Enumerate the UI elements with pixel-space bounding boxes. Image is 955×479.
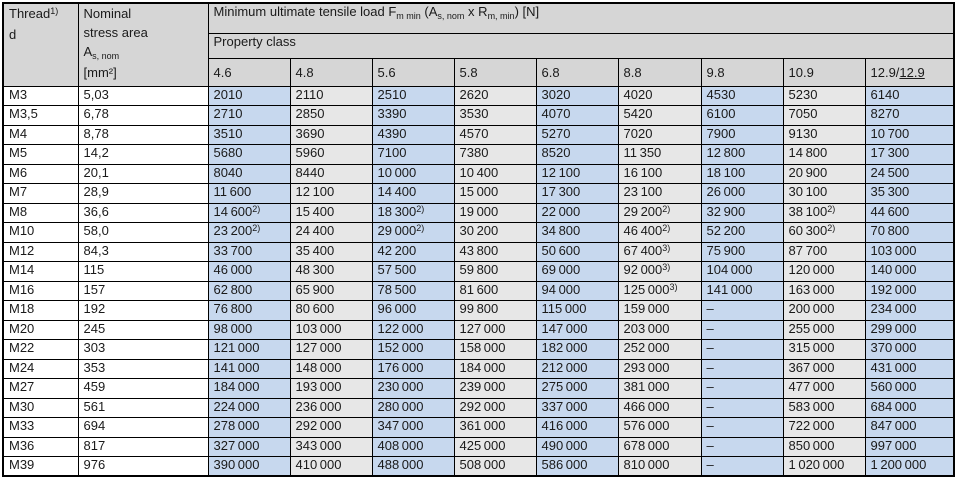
load-cell: 583 000: [783, 398, 865, 418]
thread-cell: M24: [3, 359, 78, 379]
load-cell: 182 000: [536, 340, 618, 360]
load-cell: 576 000: [618, 418, 701, 438]
load-cell: 120 000: [783, 262, 865, 282]
table-row: [3, 340, 954, 360]
load-cell: 60 300$^{2)}$: [783, 223, 865, 243]
load-cell: 57 500: [372, 262, 454, 282]
load-cell: 103 000: [290, 320, 372, 340]
class-header-12.9-: 12.9/12.9: [865, 58, 954, 86]
table-row: [3, 86, 954, 106]
load-cell: 104 000: [701, 262, 783, 282]
load-cell: 7380: [454, 145, 536, 165]
thread-cell: M3: [3, 86, 78, 106]
load-cell: 44 600: [865, 203, 954, 223]
load-cell: 684 000: [865, 398, 954, 418]
area-cell: 84,3: [78, 242, 208, 262]
load-cell: 203 000: [618, 320, 701, 340]
load-cell: 193 000: [290, 379, 372, 399]
load-cell: 19 000: [454, 203, 536, 223]
load-cell: –: [701, 398, 783, 418]
load-cell: 410 000: [290, 457, 372, 477]
area-cell: 459: [78, 379, 208, 399]
class-header-5.6: 5.6: [372, 58, 454, 86]
area-cell: 157: [78, 281, 208, 301]
class-header-10.9: 10.9: [783, 58, 865, 86]
load-cell: 10 700: [865, 125, 954, 145]
footnote-marker: 2): [252, 203, 261, 214]
load-cell: 230 000: [372, 379, 454, 399]
thread-cell: M33: [3, 418, 78, 438]
load-cell: 9130: [783, 125, 865, 145]
load-cell: 490 000: [536, 437, 618, 457]
load-cell: 5270: [536, 125, 618, 145]
load-cell: 3020: [536, 86, 618, 106]
load-cell: 96 000: [372, 301, 454, 321]
load-cell: 159 000: [618, 301, 701, 321]
load-cell: 98 000: [208, 320, 290, 340]
table-row: [3, 301, 954, 321]
load-cell: 52 200: [701, 223, 783, 243]
load-cell: 722 000: [783, 418, 865, 438]
load-cell: 8270: [865, 106, 954, 126]
load-cell: 315 000: [783, 340, 865, 360]
load-cell: 67 400$^{3)}$: [618, 242, 701, 262]
load-cell: 16 100: [618, 164, 701, 184]
table-row: [3, 106, 954, 126]
load-cell: 22 000: [536, 203, 618, 223]
load-cell: –: [701, 320, 783, 340]
load-cell: 8040: [208, 164, 290, 184]
class-header-8.8: 8.8: [618, 58, 701, 86]
load-cell: 293 000: [618, 359, 701, 379]
area-cell: 58,0: [78, 223, 208, 243]
footnote-marker: 2): [252, 223, 261, 233]
load-cell: 14 400: [372, 184, 454, 204]
table-row: [3, 223, 954, 243]
load-cell: 12 100: [536, 164, 618, 184]
area-cell: 20,1: [78, 164, 208, 184]
area-cell: 14,2: [78, 145, 208, 165]
load-cell: 81 600: [454, 281, 536, 301]
load-cell: 192 000: [865, 281, 954, 301]
load-cell: 70 800: [865, 223, 954, 243]
load-cell: 234 000: [865, 301, 954, 321]
thread-cell: M5: [3, 145, 78, 165]
load-cell: 299 000: [865, 320, 954, 340]
property-class-label: Property class: [208, 33, 954, 58]
load-cell: 586 000: [536, 457, 618, 477]
load-cell: 50 600: [536, 242, 618, 262]
load-cell: 327 000: [208, 437, 290, 457]
load-cell: 416 000: [536, 418, 618, 438]
area-cell: 192: [78, 301, 208, 321]
load-cell: 5680: [208, 145, 290, 165]
load-cell: 29 200$^{2)}$: [618, 203, 701, 223]
load-cell: 141 000: [701, 281, 783, 301]
load-cell: 141 000: [208, 359, 290, 379]
load-cell: 810 000: [618, 457, 701, 477]
thread-cell: M10: [3, 223, 78, 243]
load-cell: 10 000: [372, 164, 454, 184]
footnote-marker: 2): [416, 223, 425, 233]
load-cell: 17 300: [536, 184, 618, 204]
load-cell: 29 000$^{2)}$: [372, 223, 454, 243]
load-cell: 14 800: [783, 145, 865, 165]
load-cell: 224 000: [208, 398, 290, 418]
table-row: [3, 203, 954, 223]
load-cell: 127 000: [290, 340, 372, 360]
footnote-marker: 3): [669, 281, 678, 292]
load-cell: 4020: [618, 86, 701, 106]
load-cell: 48 300: [290, 262, 372, 282]
load-cell: 99 800: [454, 301, 536, 321]
load-cell: 3530: [454, 106, 536, 126]
class-header-4.8: 4.8: [290, 58, 372, 86]
table-row: [3, 418, 954, 438]
load-cell: 2620: [454, 86, 536, 106]
area-cell: 561: [78, 398, 208, 418]
load-cell: 75 900: [701, 242, 783, 262]
thread-cell: M3,5: [3, 106, 78, 126]
load-cell: 23 200$^{2)}$: [208, 223, 290, 243]
load-cell: 42 200: [372, 242, 454, 262]
load-cell: 381 000: [618, 379, 701, 399]
load-cell: 8440: [290, 164, 372, 184]
load-cell: 46 400$^{2)}$: [618, 223, 701, 243]
thread-cell: M18: [3, 301, 78, 321]
thread-cell: M20: [3, 320, 78, 340]
area-cell: 5,03: [78, 86, 208, 106]
area-cell: 245: [78, 320, 208, 340]
load-cell: 20 900: [783, 164, 865, 184]
load-cell: 34 800: [536, 223, 618, 243]
load-cell: 18 100: [701, 164, 783, 184]
load-cell: 7900: [701, 125, 783, 145]
load-cell: 12 800: [701, 145, 783, 165]
load-cell: 3390: [372, 106, 454, 126]
load-cell: 163 000: [783, 281, 865, 301]
load-cell: 560 000: [865, 379, 954, 399]
load-cell: 236 000: [290, 398, 372, 418]
load-cell: 11 600: [208, 184, 290, 204]
load-cell: 80 600: [290, 301, 372, 321]
footnote-marker: 2): [416, 203, 425, 214]
load-cell: 367 000: [783, 359, 865, 379]
load-cell: 184 000: [454, 359, 536, 379]
load-cell: 292 000: [454, 398, 536, 418]
table-row: [3, 281, 954, 301]
load-cell: 24 500: [865, 164, 954, 184]
table-row: [3, 125, 954, 145]
load-cell: 678 000: [618, 437, 701, 457]
load-cell: 15 000: [454, 184, 536, 204]
load-cell: 32 900: [701, 203, 783, 223]
load-cell: 347 000: [372, 418, 454, 438]
load-cell: 2010: [208, 86, 290, 106]
load-cell: 35 300: [865, 184, 954, 204]
load-cell: –: [701, 359, 783, 379]
footnote-marker: 3): [662, 242, 671, 253]
load-cell: 35 400: [290, 242, 372, 262]
table-row: [3, 398, 954, 418]
class-header-4.6: 4.6: [208, 58, 290, 86]
class-header-5.8: 5.8: [454, 58, 536, 86]
footnote-marker: 2): [662, 223, 671, 233]
load-cell: 2110: [290, 86, 372, 106]
load-cell: 361 000: [454, 418, 536, 438]
area-cell: 28,9: [78, 184, 208, 204]
load-cell: 176 000: [372, 359, 454, 379]
class-header-6.8: 6.8: [536, 58, 618, 86]
load-cell: 850 000: [783, 437, 865, 457]
load-cell: –: [701, 301, 783, 321]
load-cell: –: [701, 379, 783, 399]
load-cell: 7050: [783, 106, 865, 126]
load-cell: 78 500: [372, 281, 454, 301]
load-cell: 2850: [290, 106, 372, 126]
load-cell: 2710: [208, 106, 290, 126]
load-cell: 11 350: [618, 145, 701, 165]
load-cell: 12 100: [290, 184, 372, 204]
load-cell: 30 200: [454, 223, 536, 243]
load-cell: 158 000: [454, 340, 536, 360]
thread-cell: M30: [3, 398, 78, 418]
load-cell: 115 000: [536, 301, 618, 321]
load-cell: 103 000: [865, 242, 954, 262]
load-cell: 292 000: [290, 418, 372, 438]
load-cell: 62 800: [208, 281, 290, 301]
table-row: [3, 242, 954, 262]
load-cell: 46 000: [208, 262, 290, 282]
table-row: [3, 320, 954, 340]
load-cell: 24 400: [290, 223, 372, 243]
load-cell: 148 000: [290, 359, 372, 379]
stress-area-column-header: Nominal stress area $A_{s, nom}$ [mm²]: [78, 3, 208, 86]
load-cell: 152 000: [372, 340, 454, 360]
thread-cell: M16: [3, 281, 78, 301]
load-cell: 122 000: [372, 320, 454, 340]
table-row: [3, 184, 954, 204]
load-cell: 4530: [701, 86, 783, 106]
load-cell: 200 000: [783, 301, 865, 321]
load-cell: 87 700: [783, 242, 865, 262]
load-cell: 17 300: [865, 145, 954, 165]
table-row: [3, 379, 954, 399]
load-cell: 1 200 000: [865, 457, 954, 477]
load-cell: 6140: [865, 86, 954, 106]
load-cell: –: [701, 437, 783, 457]
load-cell: 3690: [290, 125, 372, 145]
table-title: Minimum ultimate tensile load $F_{m min}$ ($A_{s, nom}$ x $R_{m, min}$) [N]: [208, 3, 954, 33]
footnote-marker: 2): [662, 203, 671, 214]
thread-cell: M6: [3, 164, 78, 184]
load-cell: 370 000: [865, 340, 954, 360]
load-cell: 5960: [290, 145, 372, 165]
load-cell: 252 000: [618, 340, 701, 360]
load-cell: 4390: [372, 125, 454, 145]
load-cell: 7020: [618, 125, 701, 145]
load-cell: 59 800: [454, 262, 536, 282]
load-cell: 5230: [783, 86, 865, 106]
load-cell: 239 000: [454, 379, 536, 399]
load-cell: 508 000: [454, 457, 536, 477]
load-cell: 33 700: [208, 242, 290, 262]
load-cell: 15 400: [290, 203, 372, 223]
thread-cell: M27: [3, 379, 78, 399]
load-cell: 337 000: [536, 398, 618, 418]
load-cell: 1 020 000: [783, 457, 865, 477]
load-cell: 275 000: [536, 379, 618, 399]
thread-cell: M36: [3, 437, 78, 457]
load-cell: 343 000: [290, 437, 372, 457]
area-cell: 694: [78, 418, 208, 438]
area-cell: 36,6: [78, 203, 208, 223]
load-cell: 3510: [208, 125, 290, 145]
load-cell: 76 800: [208, 301, 290, 321]
load-cell: 7100: [372, 145, 454, 165]
load-cell: 69 000: [536, 262, 618, 282]
load-cell: 30 100: [783, 184, 865, 204]
thread-cell: M8: [3, 203, 78, 223]
load-cell: 26 000: [701, 184, 783, 204]
load-cell: 184 000: [208, 379, 290, 399]
area-cell: 115: [78, 262, 208, 282]
load-cell: 38 100$^{2)}$: [783, 203, 865, 223]
load-cell: –: [701, 418, 783, 438]
load-cell: 4570: [454, 125, 536, 145]
load-cell: –: [701, 457, 783, 477]
table-row: [3, 262, 954, 282]
table-row: [3, 359, 954, 379]
load-cell: 14 600$^{2)}$: [208, 203, 290, 223]
load-cell: 280 000: [372, 398, 454, 418]
load-cell: 2510: [372, 86, 454, 106]
load-cell: 23 100: [618, 184, 701, 204]
area-cell: 817: [78, 437, 208, 457]
area-cell: 303: [78, 340, 208, 360]
load-cell: 847 000: [865, 418, 954, 438]
thread-cell: M4: [3, 125, 78, 145]
load-cell: 121 000: [208, 340, 290, 360]
load-cell: 127 000: [454, 320, 536, 340]
table-row: [3, 164, 954, 184]
load-cell: 255 000: [783, 320, 865, 340]
area-cell: 353: [78, 359, 208, 379]
load-cell: 488 000: [372, 457, 454, 477]
thread-cell: M12: [3, 242, 78, 262]
load-cell: 212 000: [536, 359, 618, 379]
footnote-marker: 3): [662, 262, 671, 272]
thread-cell: M7: [3, 184, 78, 204]
tensile-load-table: [2, 2, 955, 477]
table-row: [3, 437, 954, 457]
load-cell: 466 000: [618, 398, 701, 418]
thread-column-header: Thread$^{1)}$ d: [3, 3, 78, 86]
table-row: [3, 457, 954, 477]
load-cell: 147 000: [536, 320, 618, 340]
load-cell: 390 000: [208, 457, 290, 477]
load-cell: 431 000: [865, 359, 954, 379]
load-cell: 125 000$^{3)}$: [618, 281, 701, 301]
area-cell: 8,78: [78, 125, 208, 145]
table-row: [3, 145, 954, 165]
thread-cell: M22: [3, 340, 78, 360]
class-header-9.8: 9.8: [701, 58, 783, 86]
load-cell: 4070: [536, 106, 618, 126]
load-cell: 408 000: [372, 437, 454, 457]
load-cell: 65 900: [290, 281, 372, 301]
load-cell: –: [701, 340, 783, 360]
load-cell: 278 000: [208, 418, 290, 438]
load-cell: 477 000: [783, 379, 865, 399]
load-cell: 5420: [618, 106, 701, 126]
thread-cell: M39: [3, 457, 78, 477]
footnote-marker: 2): [827, 223, 836, 233]
thread-cell: M14: [3, 262, 78, 282]
load-cell: 425 000: [454, 437, 536, 457]
footnote-marker: 2): [827, 203, 836, 214]
area-cell: 6,78: [78, 106, 208, 126]
load-cell: 997 000: [865, 437, 954, 457]
load-cell: 92 000$^{3)}$: [618, 262, 701, 282]
load-cell: 94 000: [536, 281, 618, 301]
load-cell: 6100: [701, 106, 783, 126]
load-cell: 18 300$^{2)}$: [372, 203, 454, 223]
load-cell: 43 800: [454, 242, 536, 262]
load-cell: 10 400: [454, 164, 536, 184]
load-cell: 8520: [536, 145, 618, 165]
area-cell: 976: [78, 457, 208, 477]
load-cell: 140 000: [865, 262, 954, 282]
